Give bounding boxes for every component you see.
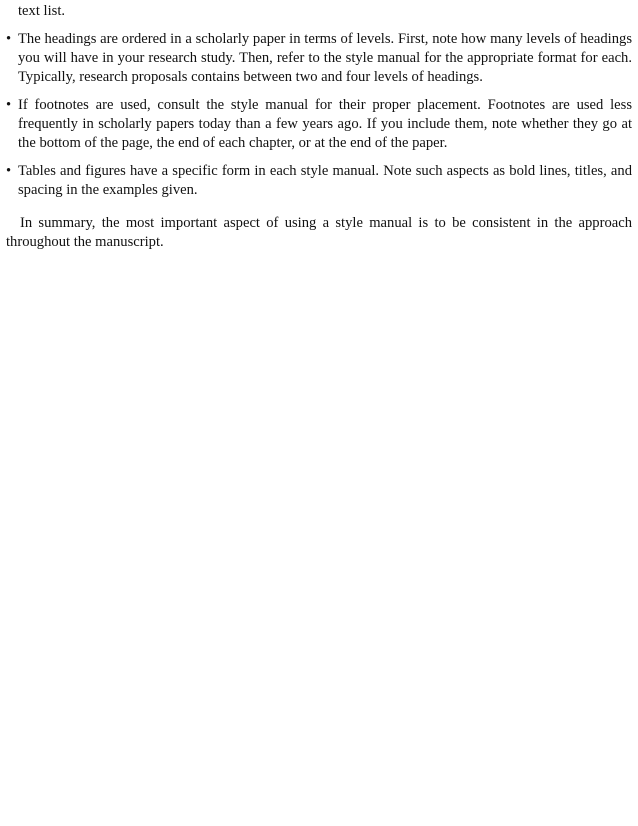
- bullet-marker: •: [6, 163, 12, 179]
- bullet-item-footnotes: [6, 96, 632, 153]
- bullet-marker: •: [6, 97, 12, 113]
- bullet-text: If footnotes are used, consult the style manual for their proper placement. Footnotes are used less frequently in scholarly papers today than a few years ago. If you include them, note whether they go at the bottom of the page, the end of each chapter, or at the end of the paper.: [18, 97, 632, 151]
- bullet-text: Tables and figures have a specific form in each style manual. Note such aspects as bold lines, titles, and spacing in the examples given.: [18, 163, 632, 198]
- summary-paragraph: In summary, the most important aspect of using a style manual is to be consistent in the approach throughout the manuscript.: [6, 215, 632, 250]
- bullet-marker: •: [6, 31, 12, 47]
- bullet-text: The headings are ordered in a scholarly paper in terms of levels. First, note how many levels of headings you will have in your research study. Then, refer to the style manual for the appropriate format for each. Typically, research proposals contains between two and four levels of headings.: [18, 31, 632, 85]
- continued-list-item: text list.: [18, 3, 66, 19]
- bullet-item-tables-figures: [6, 162, 632, 200]
- bullet-item-headings: [6, 30, 632, 87]
- document-page: [6, 0, 632, 252]
